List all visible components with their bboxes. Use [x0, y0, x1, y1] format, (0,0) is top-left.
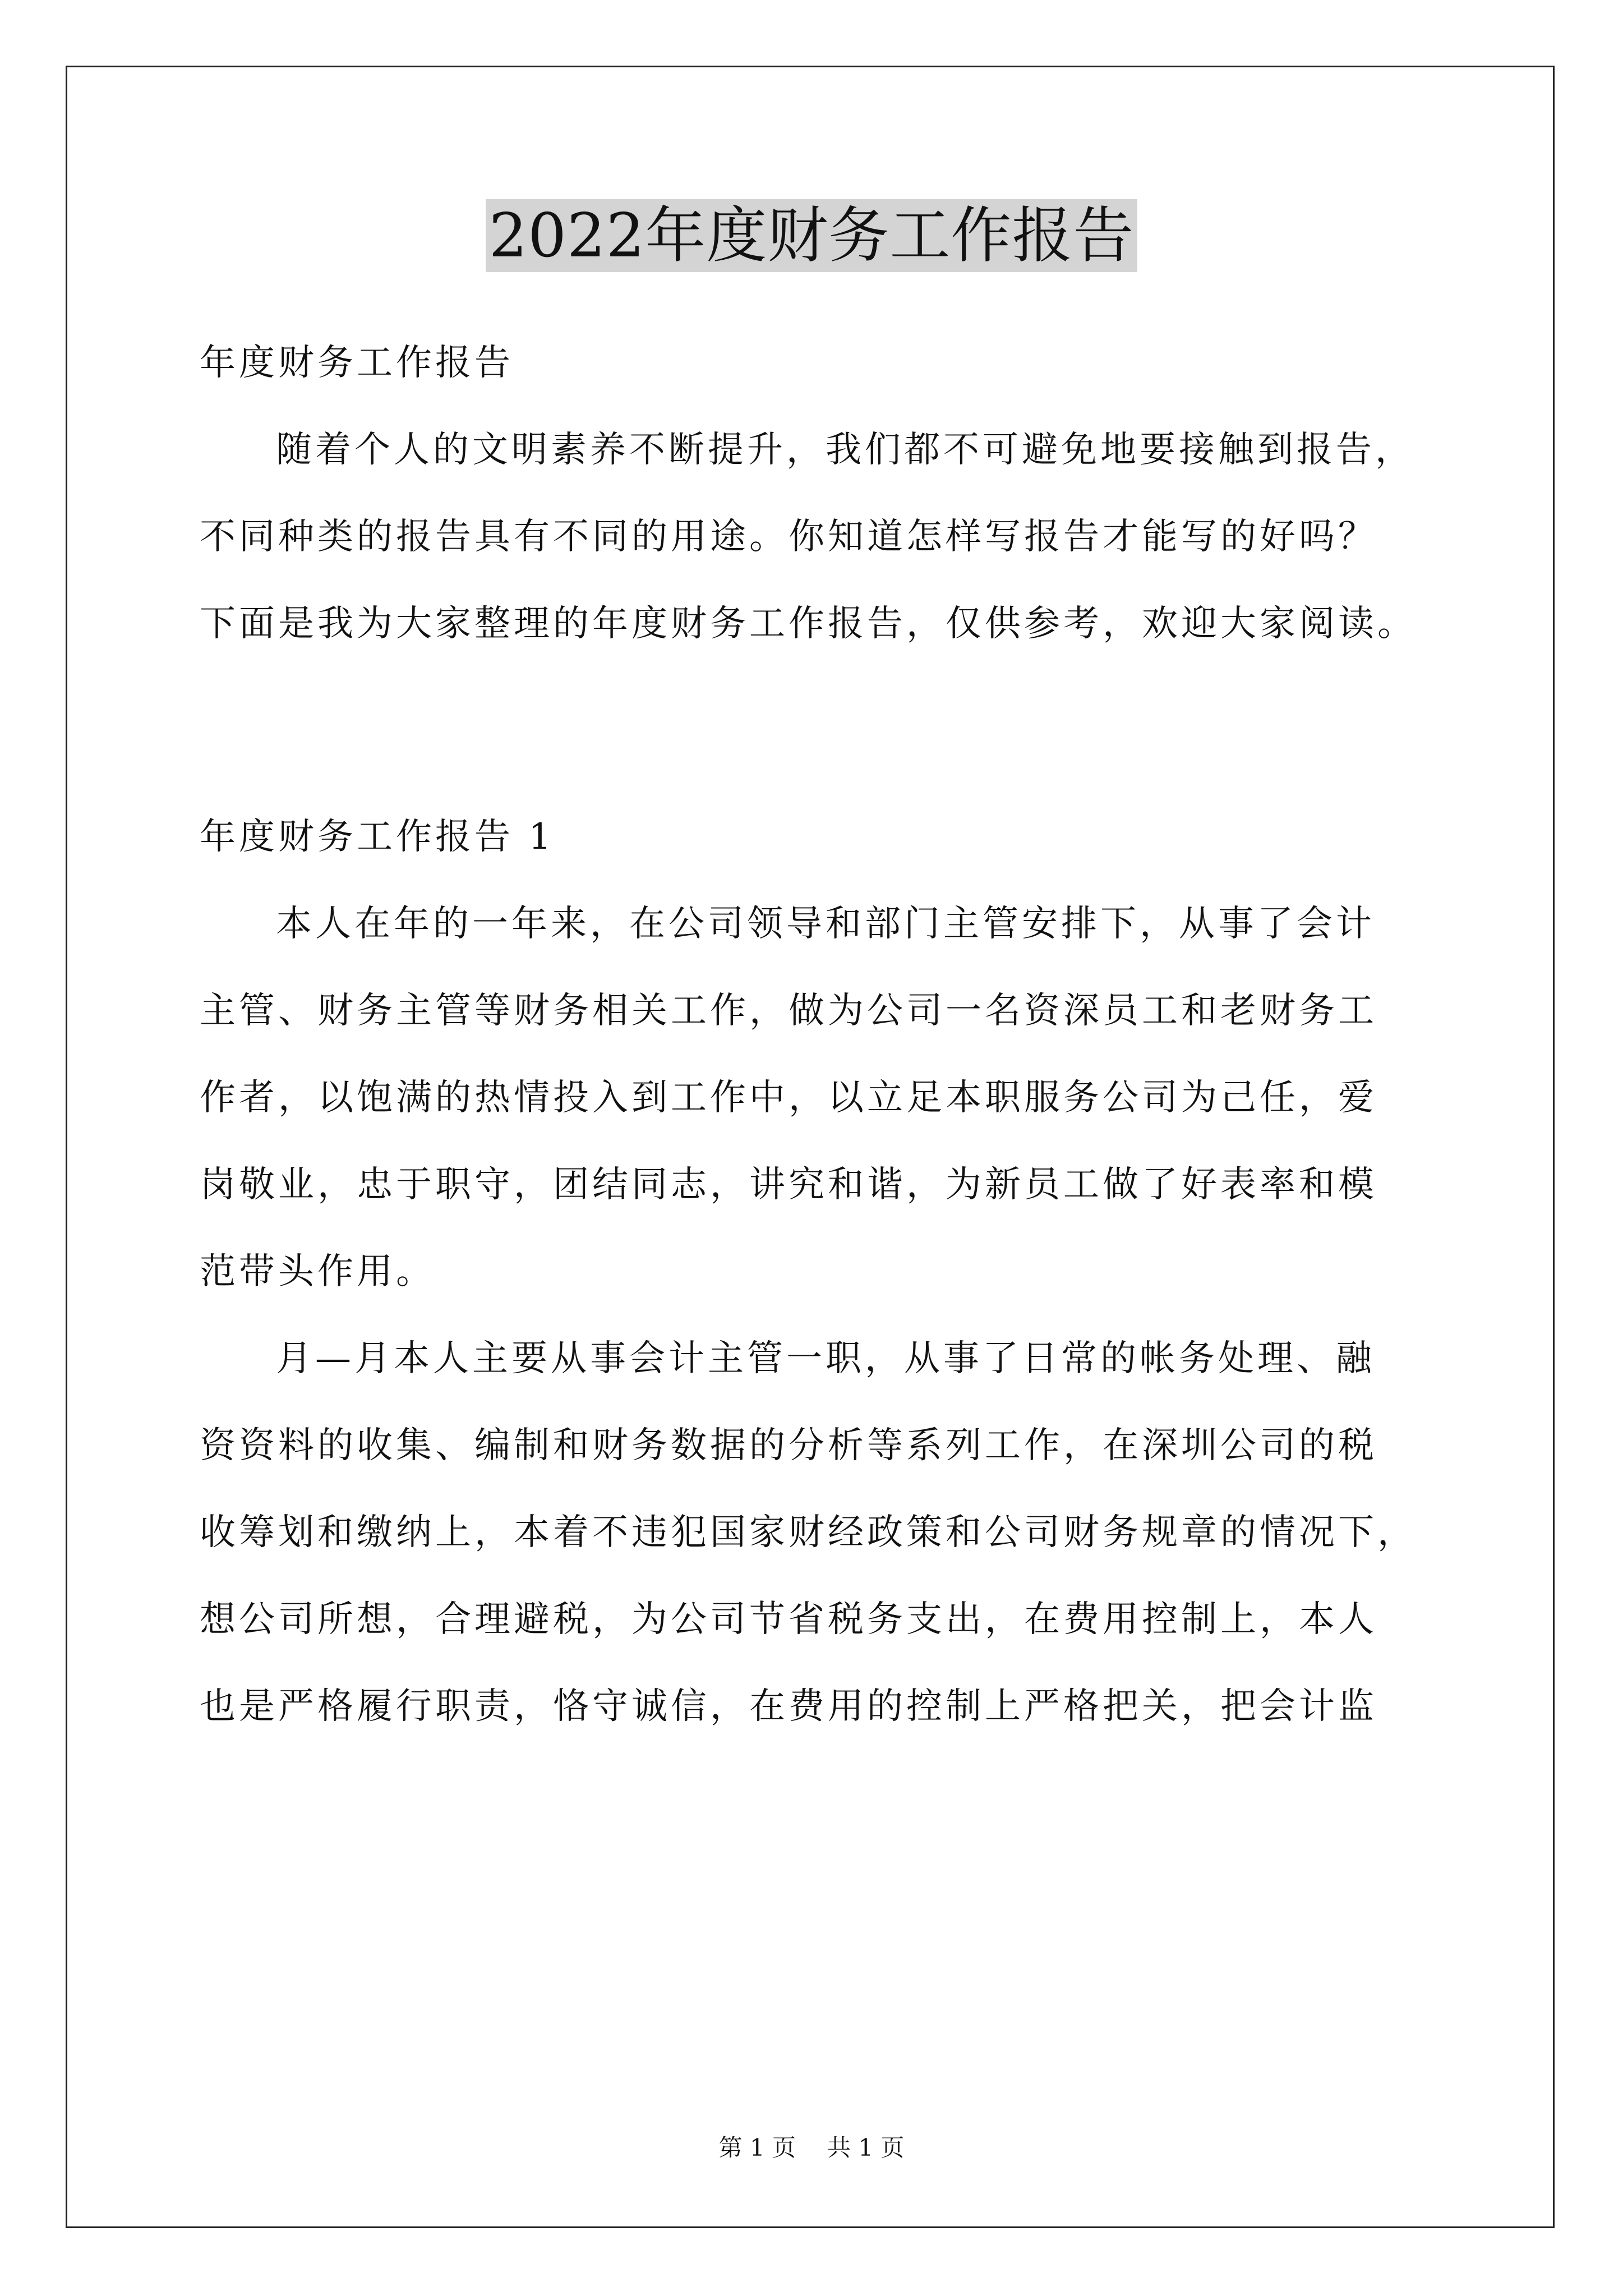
- page-number: 第 1 页: [718, 2134, 796, 2161]
- paragraph-line: 收筹划和缴纳上，本着不违犯国家财经政策和公司财务规章的情况下，: [200, 1512, 1417, 1553]
- paragraph-line: 主管、财务主管等财务相关工作，做为公司一名资深员工和老财务工: [200, 990, 1377, 1032]
- intro-line: 随着个人的文明素养不断提升，我们都不可避免地要接触到报告，: [276, 429, 1414, 471]
- section-spacer: [200, 668, 1450, 794]
- paragraph-line: 资资料的收集、编制和财务数据的分析等系列工作，在深圳公司的税: [200, 1425, 1377, 1466]
- section-heading: 年度财务工作报告 1: [200, 816, 555, 858]
- paragraph-line: 岗敬业，忠于职守，团结同志，讲究和谐，为新员工做了好表率和模: [200, 1164, 1377, 1205]
- paragraph-line: 作者，以饱满的热情投入到工作中，以立足本职服务公司为己任，爱: [200, 1077, 1377, 1119]
- title-container: [0, 199, 1623, 272]
- paragraph-line: 月—月本人主要从事会计主管一职，从事了日常的帐务处理、融: [276, 1338, 1375, 1379]
- intro-line: 下面是我为大家整理的年度财务工作报告，仅供参考，欢迎大家阅读。: [200, 603, 1417, 645]
- document-body: [200, 320, 1450, 1750]
- paragraph-line: 范带头作用。: [200, 1251, 435, 1292]
- paragraph-line: 本人在年的一年来，在公司领导和部门主管安排下，从事了会计: [276, 903, 1375, 945]
- paragraph-line: 也是严格履行职责，恪守诚信，在费用的控制上严格把关，把会计监: [200, 1686, 1377, 1727]
- page-footer: [0, 2136, 1623, 2160]
- paragraph-line: 想公司所想，合理避税，为公司节省税务支出，在费用控制上，本人: [200, 1599, 1377, 1640]
- intro-line: 不同种类的报告具有不同的用途。你知道怎样写报告才能写的好吗？: [200, 516, 1377, 558]
- document-title: 2022年度财务工作报告: [486, 199, 1138, 272]
- subtitle: 年度财务工作报告: [200, 342, 514, 384]
- page-total: 共 1 页: [827, 2134, 905, 2161]
